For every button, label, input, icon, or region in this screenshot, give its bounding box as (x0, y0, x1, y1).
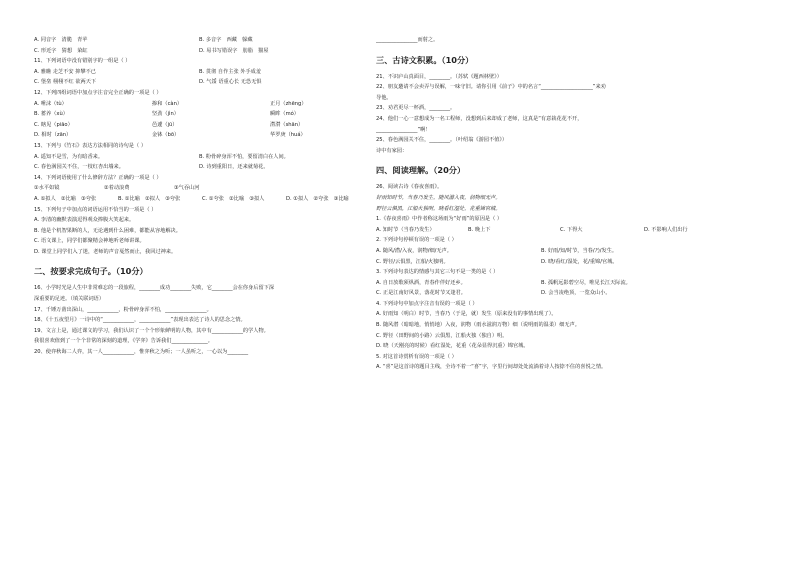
option-row (34, 36, 389, 47)
question-12: 12、下列四组词语中加点字注音完全正确的一项是（ ） (34, 89, 162, 96)
option-text: 瞬眸（mó） (270, 111, 299, 118)
option-row (376, 258, 731, 269)
option-row (376, 289, 731, 300)
option-d: D. 晓/看红/湿处，花/重锦/官城。 (541, 258, 618, 265)
option-text: 掺和（càn） (152, 100, 183, 107)
option-b: B. 多音字 西藏 躲藏 (199, 37, 253, 43)
option-text: B. 蓄养（xù） (34, 111, 68, 118)
option-b: B. 粉骨碎身浑不怕，要留清白在人间。 (199, 153, 289, 160)
option-text: C. 瞎见（piāo） (34, 121, 73, 128)
option-text: 坚劲（jìn） (152, 111, 179, 118)
question-18: 18、《十五夜望月》一诗中的“____________，____________”表现出表达了诗人的思念之情。 (34, 317, 246, 324)
question-20: 20、使弈秋诲二人弈，其一人____________，惟弈秋之为听；一人虽听之，一心以为________ (34, 349, 249, 356)
option-row (34, 184, 389, 195)
option-text: A. 唾沫（tù） (34, 100, 67, 107)
option-a: A. 自日放歌须纵酒，青春作伴好还乡。 (376, 279, 466, 286)
option-a: A. 随风/潜/入夜，润物/细/无声。 (376, 247, 452, 254)
option-d: D. 易书写错误字 肪脂 猫屋 (199, 47, 269, 54)
section-heading: 三、古诗文积累。（10分） (376, 54, 474, 65)
reading-question-1: 1.《春夜喜雨》中作者称这场雨为“好雨”的原因是（ ） (376, 216, 503, 223)
poem-line: 野径云俱黑，江船火独明。晓看红湿处，花重锦官城。 (376, 205, 501, 212)
option-c: C. 春色满园关不住，一枝红杏出墙来。 (34, 164, 124, 171)
option-d: D. 不影响人们出行 (644, 226, 688, 233)
option-d: D. 诗到重阳日，还来就菊花。 (199, 164, 269, 171)
right-column (376, 36, 731, 374)
option-row (376, 247, 731, 258)
option-row (376, 226, 731, 237)
option-a: A. 李清的幽默表演逗得观众捧腹大笑起来。 (34, 217, 135, 224)
option-b: B. ①比喻 ②拟人 ③夸张 (118, 195, 181, 202)
question-26: 26、阅读古诗《春夜喜雨》。 (376, 184, 443, 191)
option-b: B. 随风潜（暗暗地，悄悄地）入夜，润物（雨水滋润万物）细（说明雨的温柔）细无声。 (376, 322, 580, 329)
option-a: A. 同音字 清脆 青苹 (34, 37, 88, 43)
option-c: C. 语文课上，同学们都聚精会神地听老师讲课。 (34, 238, 145, 245)
option-d: D. 会当凌绝顶，一览众山小。 (541, 290, 611, 297)
option-row (34, 121, 389, 132)
option-text: D. 相时（zān） (34, 132, 72, 139)
reading-question-3: 3. 下列诗句表达的情感与其它三句不是一类的是（ ） (376, 269, 499, 276)
question-15: 15、下列句子中加点的词语运用不恰当的一项是（ ） (34, 206, 157, 213)
option-row (34, 131, 389, 142)
option-row (34, 110, 389, 121)
option-text: 正月（zhēng） (270, 100, 307, 107)
question-11: 11、下列词语中没有错别字的一组是（ ） (34, 58, 131, 65)
option-c: C. 形近字 猜想 染缸 (34, 47, 88, 54)
option-d: D. 气馁 语重心长 无恐无惧 (199, 79, 262, 86)
left-column (34, 36, 389, 359)
poem-line: 好雨知时节，当春乃发生。随风潜入夜，润物细无声。 (376, 194, 501, 201)
option-row (34, 78, 389, 89)
question-25: 25、春色满园关不住，________。（叶绍翁《游园不值》） (376, 137, 508, 144)
option-row (34, 153, 389, 164)
option-a: A. 知时节（当春乃发生） (376, 226, 435, 233)
option-row (376, 279, 731, 290)
option-b: B. 好雨/知/时节，当春/乃/发生。 (541, 247, 618, 254)
option-text: 金钵（bō） (152, 132, 180, 139)
option-a: A. 好雨知（明白）时节，当春乃（于是，就）发生（原来没有的事情出现了）。 (376, 311, 557, 318)
option-c: C. ①夸张 ②比喻 ③拟人 (202, 195, 265, 202)
option-d: D. 晓（天刚亮的时候）看红湿处，花重（花朵显得沉重）锦官城。 (376, 343, 529, 350)
option-text: 邑遽（jū） (152, 121, 178, 128)
continued-line: ________________而射之。 (376, 37, 439, 43)
option-a: A. 遥知不是雪，为有暗香来。 (34, 153, 104, 160)
option-b: B. 贯彻 自作主张 外手成羞 (199, 68, 262, 75)
reading-question-4: 4. 下列诗句中加点字注音有误的一项是（ ） (376, 300, 478, 307)
option-b: B. 晚上下 (468, 226, 491, 233)
question-21: 21、不识庐山真面目，________。（苏轼《题西林壁》） (376, 73, 502, 80)
option-b: B. 孤帆远影碧空尽，唯见长江天际流。 (541, 279, 631, 286)
option-c: C. 野径（田野间的小路）云俱黑，江船火独（独自）明。 (376, 332, 508, 339)
question-24-cont: ________________”啊！ (376, 126, 431, 133)
question-25-cont: 诗中有家园： (376, 147, 408, 154)
reading-question-5: 5. 对这首诗赏析有误的一项是（ ） (376, 353, 457, 360)
item-text: ③气吞山河 (174, 185, 200, 192)
reading-question-2: 2. 下列诗句停顿有误的一项是（ ） (376, 237, 457, 244)
question-16: 16、小学时光是人生中非常难忘的一段旅程，________成功________失败，它________会在你身后留下深 (34, 285, 275, 292)
option-text: 华罗庚（huá） (270, 132, 306, 139)
question-19-cont: 我很喜欢值到了一个个非常的深刻的道理，《学弈》告诉我们______________。 (34, 338, 213, 345)
option-c: C. 野径/云俱黑，江船/火独明。 (376, 258, 449, 265)
option-d: D. ①拟人 ②夸张 ③比喻 (286, 195, 349, 202)
question-14: 14、下列词语使用了什么修辞方法？正确的一项是（ ） (34, 174, 162, 181)
question-22-cont: 导他。 (376, 94, 392, 101)
option-d: D. 课堂上同学们入了迷，老师的声音戛然而止，我回过神来。 (34, 248, 177, 255)
option-c: C. 下得大 (560, 226, 583, 233)
option-row (34, 100, 389, 111)
option-a: A. 雅瞧 走芝不安 抑攀不已 (34, 68, 96, 75)
option-a: A. ①拟人 ②比喻 ③夸张 (34, 195, 97, 202)
question-24: 24、他们一心一意想成为一名工程师，没想到后来却成了老师，这真是“有意栽花花不开， (376, 115, 583, 122)
question-19: 19、文言上是，通过课文的学习，我们认识了一个个形象鲜明的人物，其中有____________的学人物。 (34, 327, 269, 334)
option-row (34, 163, 389, 174)
option-b: B. 他是个机智果断的人，无论遇到什么困难，都能从容地解决。 (34, 227, 181, 234)
item-text: ①水平如镜 (34, 185, 60, 192)
option-a: A. “喜”是这首诗的题目主线，全诗不着一“喜”字，字里行间却处处流淌着诗人按捺不住的喜悦之情。 (376, 364, 607, 371)
option-c: C. 正是江南好风景，落花时节又逢君。 (376, 290, 466, 297)
option-row (34, 195, 389, 206)
question-17: 17、千锤万凿出深山，____________，粉骨碎身浑不怕，________________。 (34, 306, 212, 313)
option-text: 潸潸（shān） (270, 121, 304, 128)
section-heading: 二、按要求完成句子。（10分） (34, 266, 148, 277)
option-c: C. 堡垒 栩栩不红 欲两天下 (34, 79, 97, 86)
section-heading: 四、阅读理解。（20分） (376, 165, 466, 176)
option-row (34, 47, 389, 58)
option-row (34, 68, 389, 79)
item-text: ②着动浪费 (104, 185, 130, 192)
question-22: 22、朋友邀请不会卖弄与误解，一味守旧。请你引用《前子》中的名言“____________________”来劝 (376, 84, 606, 91)
question-16-cont: 深重要的足迹。（填关联词语） (34, 296, 105, 303)
question-23: 23、劝君更尽一杯酒，________。 (376, 105, 456, 112)
question-13: 13、下列与《竹石》表达方法相同的诗句是（ ） (34, 142, 147, 149)
